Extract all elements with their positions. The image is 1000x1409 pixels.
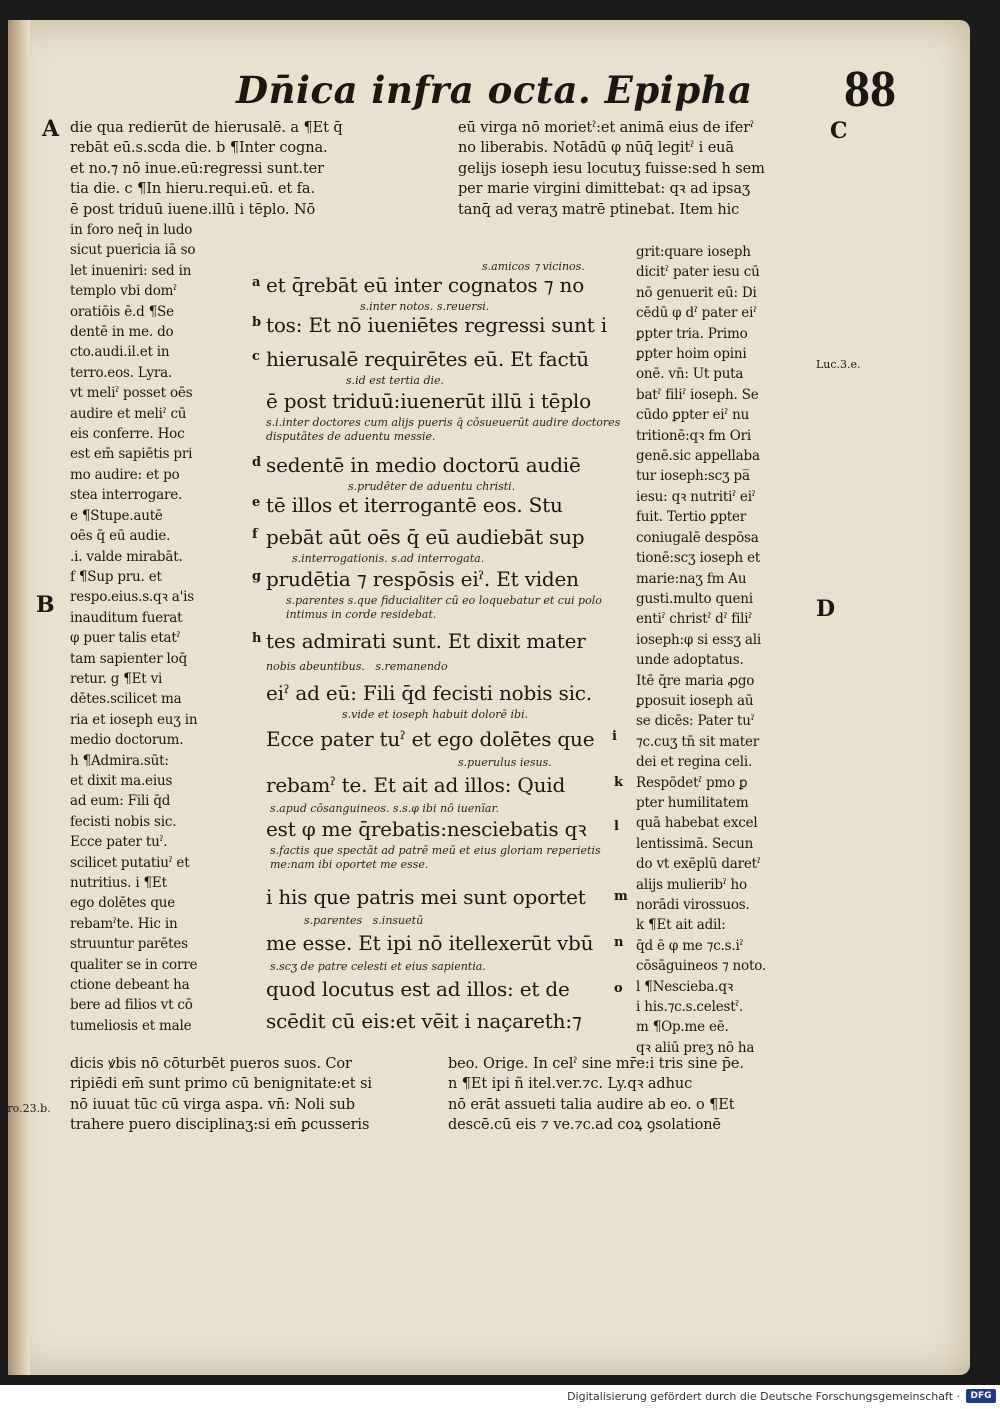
commentary-line: entiˀ christˀ dˀ filiˀ [636,611,753,628]
commentary-line: templo vbi domˀ [70,283,177,300]
interlinear-gloss: s.scʒ de patre celesti et eius sapientia. [270,960,486,973]
commentary-line: dicitˀ pater iesu cū [636,264,760,281]
interlinear-gloss: s.interrogationis. s.ad interrogata. [292,552,485,565]
commentary-line: vt meliˀ posset oēs [70,385,193,402]
commentary-line: nō erāt assueti talia audire ab eo. o ¶Et [448,1096,735,1113]
interlinear-gloss: s.parentes s.insuetū [304,914,424,927]
commentary-line: inauditum fuerat [70,609,183,626]
commentary-line: fuit. Tertio ꝑpter [636,509,747,526]
commentary-line: φ puer talis etatˀ [70,630,181,647]
commentary-line: tia die. c ¶In hieru.requi.eū. et fa. [70,181,315,198]
commentary-line: respo.eius.s.qꝛ a'is [70,589,194,606]
commentary-line: coniugalē despōsa [636,529,759,546]
commentary-line: tanq̄ ad veraʒ matrē ptinebat. Item hic [458,201,740,218]
commentary-line: h ¶Admira.sūt: [70,752,169,769]
commentary-line: struuntur parētes [70,936,188,953]
main-text-line: ē post triduū:iuenerūt illū i tēplo [266,389,591,413]
commentary-line: f ¶Sup pru. et [70,568,162,585]
commentary-line: cto.audi.il.et in [70,344,170,361]
commentary-line: i his.⁊c.s.celestˀ. [636,999,744,1016]
commentary-line: audire et meliˀ cū [70,405,187,422]
commentary-line: nō genuerit eū: Di [636,284,757,301]
commentary-line: grit:quare ioseph [636,244,751,260]
commentary-line: unde adoptatus. [636,652,744,669]
commentary-line: ripiēdi em̄ sunt primo cū benignitate:et si [70,1076,372,1093]
gloss-letter: b [252,315,262,330]
commentary-line: sicut puericia iā so [70,242,196,259]
main-text-line: et q̄rebāt eū inter cognatos ⁊ no [266,273,585,297]
commentary-line: ioseph:φ si essʒ ali [636,631,761,648]
main-text-line: pebāt aūt oēs q̄ eū audiebāt sup [266,525,585,549]
main-text-line: me esse. Et ipi nō itellexerūt vbū [266,931,594,955]
commentary-line: ego dolētes que [70,895,176,912]
commentary-line: et dixit ma.eius [70,772,173,789]
commentary-line: gusti.multo queni [636,590,753,607]
commentary-line: bere ad filios vt cō [70,997,193,1014]
main-text-line: i his que patris mei sunt oportet [266,885,586,909]
commentary-line: ꝑpter hoim opini [636,346,747,363]
commentary-line: cūdo ꝑpter eiˀ nu [636,407,750,424]
commentary-line: se dicēs: Pater tuˀ [636,713,755,730]
main-text-line: quod locutus est ad illos: et de [266,977,570,1001]
top-commentary-right [458,118,828,220]
commentary-line: onē. vn̄: Ut puta [636,366,744,383]
commentary-line: mo audire: et po [70,466,180,483]
main-text-line: tē illos et iterrogantē eos. Stu [266,493,563,517]
commentary-line: genē.sic appellaba [636,448,760,465]
commentary-line: pter humilitatem [636,794,749,811]
commentary-line: dentē in me. do [70,324,174,341]
funding-credit: Digitalisierung gefördert durch die Deutsche Forschungsgemeinschaft · [567,1390,960,1403]
gloss-letter: l [614,819,619,834]
commentary-line: ꝑposuit ioseph aū [636,692,754,709]
commentary-line: oratiōis ē.d ¶Se [70,303,174,320]
digitization-footer [0,1385,1000,1409]
commentary-line: cōsāguineos ⁊ noto. [636,958,766,975]
commentary-line: Respōdetˀ pmo ꝑ [636,774,748,791]
commentary-line: iesu: qꝛ nutritiˀ eiˀ [636,488,756,505]
commentary-line: ⁊c.cuʒ tn̄ sit mater [636,733,760,750]
commentary-line: ꝑpter tria. Primo [636,325,748,342]
main-text-line: est φ me q̄rebatis:nesciebatis qꝛ [266,817,587,841]
interlinear-gloss: s.id est tertia die. [346,374,445,387]
commentary-line: no liberabis. Notādū φ nūq̄ legitˀ i euā [458,140,734,157]
commentary-line: n ¶Et ipi ñ itel.ver.⁊c. Ly.qꝛ adhuc [448,1076,693,1093]
commentary-line: tam sapienter loq̄ [70,650,188,667]
commentary-line: beo. Orige. In celˀ sine mr̄e:i tris sine p̄e. [448,1056,744,1072]
bottom-commentary-right [448,1054,832,1136]
main-text-line: tes admirati sunt. Et dixit mater [266,629,586,653]
interlinear-gloss: s.parentes s.que fiducialiter cū eo loquebatur et cui polo intimus in corde residebat. [286,594,602,621]
commentary-line: medio doctorum. [70,732,184,749]
interlinear-gloss: s.inter notos. s.reuersi. [360,300,490,313]
gloss-letter: h [252,631,262,646]
interlinear-gloss: s.vide et ioseph habuit dolorē ibi. [342,708,529,721]
commentary-line: tumeliosis et male [70,1017,192,1034]
commentary-line: cēdū φ dˀ pater eiˀ [636,305,757,322]
commentary-line: lentissimā. Secun [636,835,754,852]
section-marker-c: C [830,118,848,144]
gloss-letter: m [614,889,628,904]
commentary-line: eū virga nō morietˀ:et animā eius de iferˀ [458,120,755,136]
gloss-letter: e [252,495,261,510]
gloss-letter: k [614,775,624,790]
section-marker-a: A [42,116,60,142]
commentary-line: do vt exēplū daretˀ [636,856,761,873]
main-text-line: sedentē in medio doctorū audiē [266,453,581,477]
main-text-line: scēdit cū eis:et vēit i naçareth:⁊ [266,1009,582,1033]
commentary-line: et no.⁊ nō inue.eū:regressi sunt.ter [70,160,324,177]
interlinear-gloss: s.factis que spectāt ad patrē meū et eius gloriam reperietis me:nam ibi oportet me esse. [270,844,601,871]
main-text-line: prudētia ⁊ respōsis eiˀ. Et viden [266,567,579,591]
commentary-line: tritionē:qꝛ fm Ori [636,427,751,444]
book-page [0,20,970,1375]
commentary-line: batˀ filiˀ ioseph. Se [636,386,759,403]
commentary-line: eis conferre. Hoc [70,426,185,443]
page-binding-shadow [8,20,30,1375]
interlinear-gloss: s.prudēter de aduentu christi. [348,480,516,493]
commentary-line: ē post triduū iuene.illū i tēplo. Nō [70,201,316,218]
commentary-line: ctione debeant ha [70,977,190,994]
marginal-reference-luc: Luc.3.e. [816,358,861,371]
commentary-line: retur. g ¶Et vi [70,670,163,687]
gloss-letter: c [252,349,260,364]
commentary-line: let inueniri: sed in [70,262,192,279]
commentary-line: rebāt eū.s.scda die. b ¶Inter cogna. [70,140,328,157]
commentary-line: est em̄ sapiētis pri [70,446,193,463]
gloss-letter: d [252,455,262,470]
commentary-line: ad eum: Fili q̄d [70,793,171,810]
interlinear-gloss: nobis abeuntibus. s.remanendo [266,660,448,673]
commentary-line: die qua redierūt de hierusalē. a ¶Et q̄ [70,120,343,136]
commentary-line: e ¶Stupe.autē [70,507,163,524]
commentary-line: terro.eos. Lyra. [70,364,173,381]
commentary-line: l ¶Nesciebа.qꝛ [636,978,734,995]
commentary-line: m ¶Op.me eē. [636,1019,729,1036]
interlinear-gloss: s.puerulus iesus. [458,756,552,769]
gloss-letter: g [252,569,262,584]
top-commentary-left [70,118,450,220]
commentary-line: stea interrogare. [70,487,183,504]
gloss-letter: n [614,935,624,950]
commentary-line: qꝛ aliū preʒ nō ha [636,1039,755,1056]
commentary-line: Ecce pater tuˀ. [70,834,168,851]
commentary-line: q̄d ē φ me ⁊c.s.iˀ [636,937,744,954]
gloss-letter: a [252,275,261,290]
commentary-line: rebamˀte. Hic in [70,915,178,932]
commentary-line: descē.cū eis ⁊ ve.⁊c.ad coꝝ ꝯsolationē [448,1117,721,1134]
commentary-line: k ¶Et ait adil: [636,917,726,934]
commentary-line: scilicet putatiuˀ et [70,854,190,871]
interlinear-gloss: s.amicos ⁊ vicinos. [482,260,585,273]
section-marker-d: D [816,596,836,622]
commentary-line: trahere puero disciplinaʒ:si em̄ ꝑcusseris [70,1117,370,1134]
commentary-line: ria et ioseph euʒ in [70,711,198,728]
gloss-letter: f [252,527,258,542]
commentary-line: dētes.scilicet ma [70,691,182,708]
commentary-line: gelijs ioseph iesu locutuʒ fuisse:sed h sem [458,160,765,177]
commentary-line: nutritius. i ¶Et [70,875,167,891]
right-commentary-column [636,242,814,1058]
commentary-line: in foro neq̄ in ludo [70,222,193,238]
main-text-line: tos: Et nō iueniētes regressi sunt i [266,313,607,337]
commentary-line: .i. valde mirabāt. [70,548,183,565]
dfg-logo: DFG [966,1389,996,1403]
commentary-line: qualiter se in corre [70,956,198,973]
commentary-line: marie:naʒ fm Au [636,570,747,587]
marginal-reference-prov: Pro.23.b. [0,1102,51,1115]
section-marker-b: B [36,592,55,618]
commentary-line: dicis ꝟbis nō cōturbēt pueros suos. Cor [70,1056,352,1072]
interlinear-gloss: s.i.inter doctores cum alijs pueris q̄ cōsueuerūt audire doctores disputātes de aduentu messie. [266,416,621,443]
main-text-line: Ecce pater tuˀ et ego dolētes que [266,727,595,751]
folio-number: 88 [844,61,896,118]
commentary-line: fecisti nobis sic. [70,813,177,830]
interlinear-gloss: s.apud cōsanguineos. s.s.φ ibi nō iuenīar. [270,802,500,815]
commentary-line: norādi virossuos. [636,897,750,913]
main-text-line: hierusalē requirētes eū. Et factū [266,347,589,371]
bottom-commentary-left [70,1054,452,1136]
commentary-line: dei et regina celi. [636,754,753,771]
gloss-letter: i [612,729,617,744]
commentary-line: oēs q̄ eū audie. [70,528,171,545]
commentary-line: per marie virgini dimittebat: qꝛ ad ipsaʒ [458,181,751,198]
commentary-line: tionē:scʒ ioseph et [636,550,761,567]
main-text-line: eiˀ ad eū: Fili q̄d fecisti nobis sic. [266,681,592,705]
running-header: Dn̄ica infra octa. Epipha [236,68,753,112]
commentary-line: nō iuuat tūc cū virga aspa. vn̄: Noli sub [70,1096,355,1113]
commentary-line: quā habebat excel [636,815,758,832]
main-text-line: rebamˀ te. Et ait ad illos: Quid [266,773,566,797]
commentary-line: Itē q̄re maria ꝓgo [636,672,755,689]
commentary-line: tur ioseph:scʒ pa̅ [636,468,750,485]
left-commentary-column [70,220,242,1036]
gloss-letter: o [614,981,623,996]
commentary-line: alijs mulieribˀ ho [636,876,747,893]
